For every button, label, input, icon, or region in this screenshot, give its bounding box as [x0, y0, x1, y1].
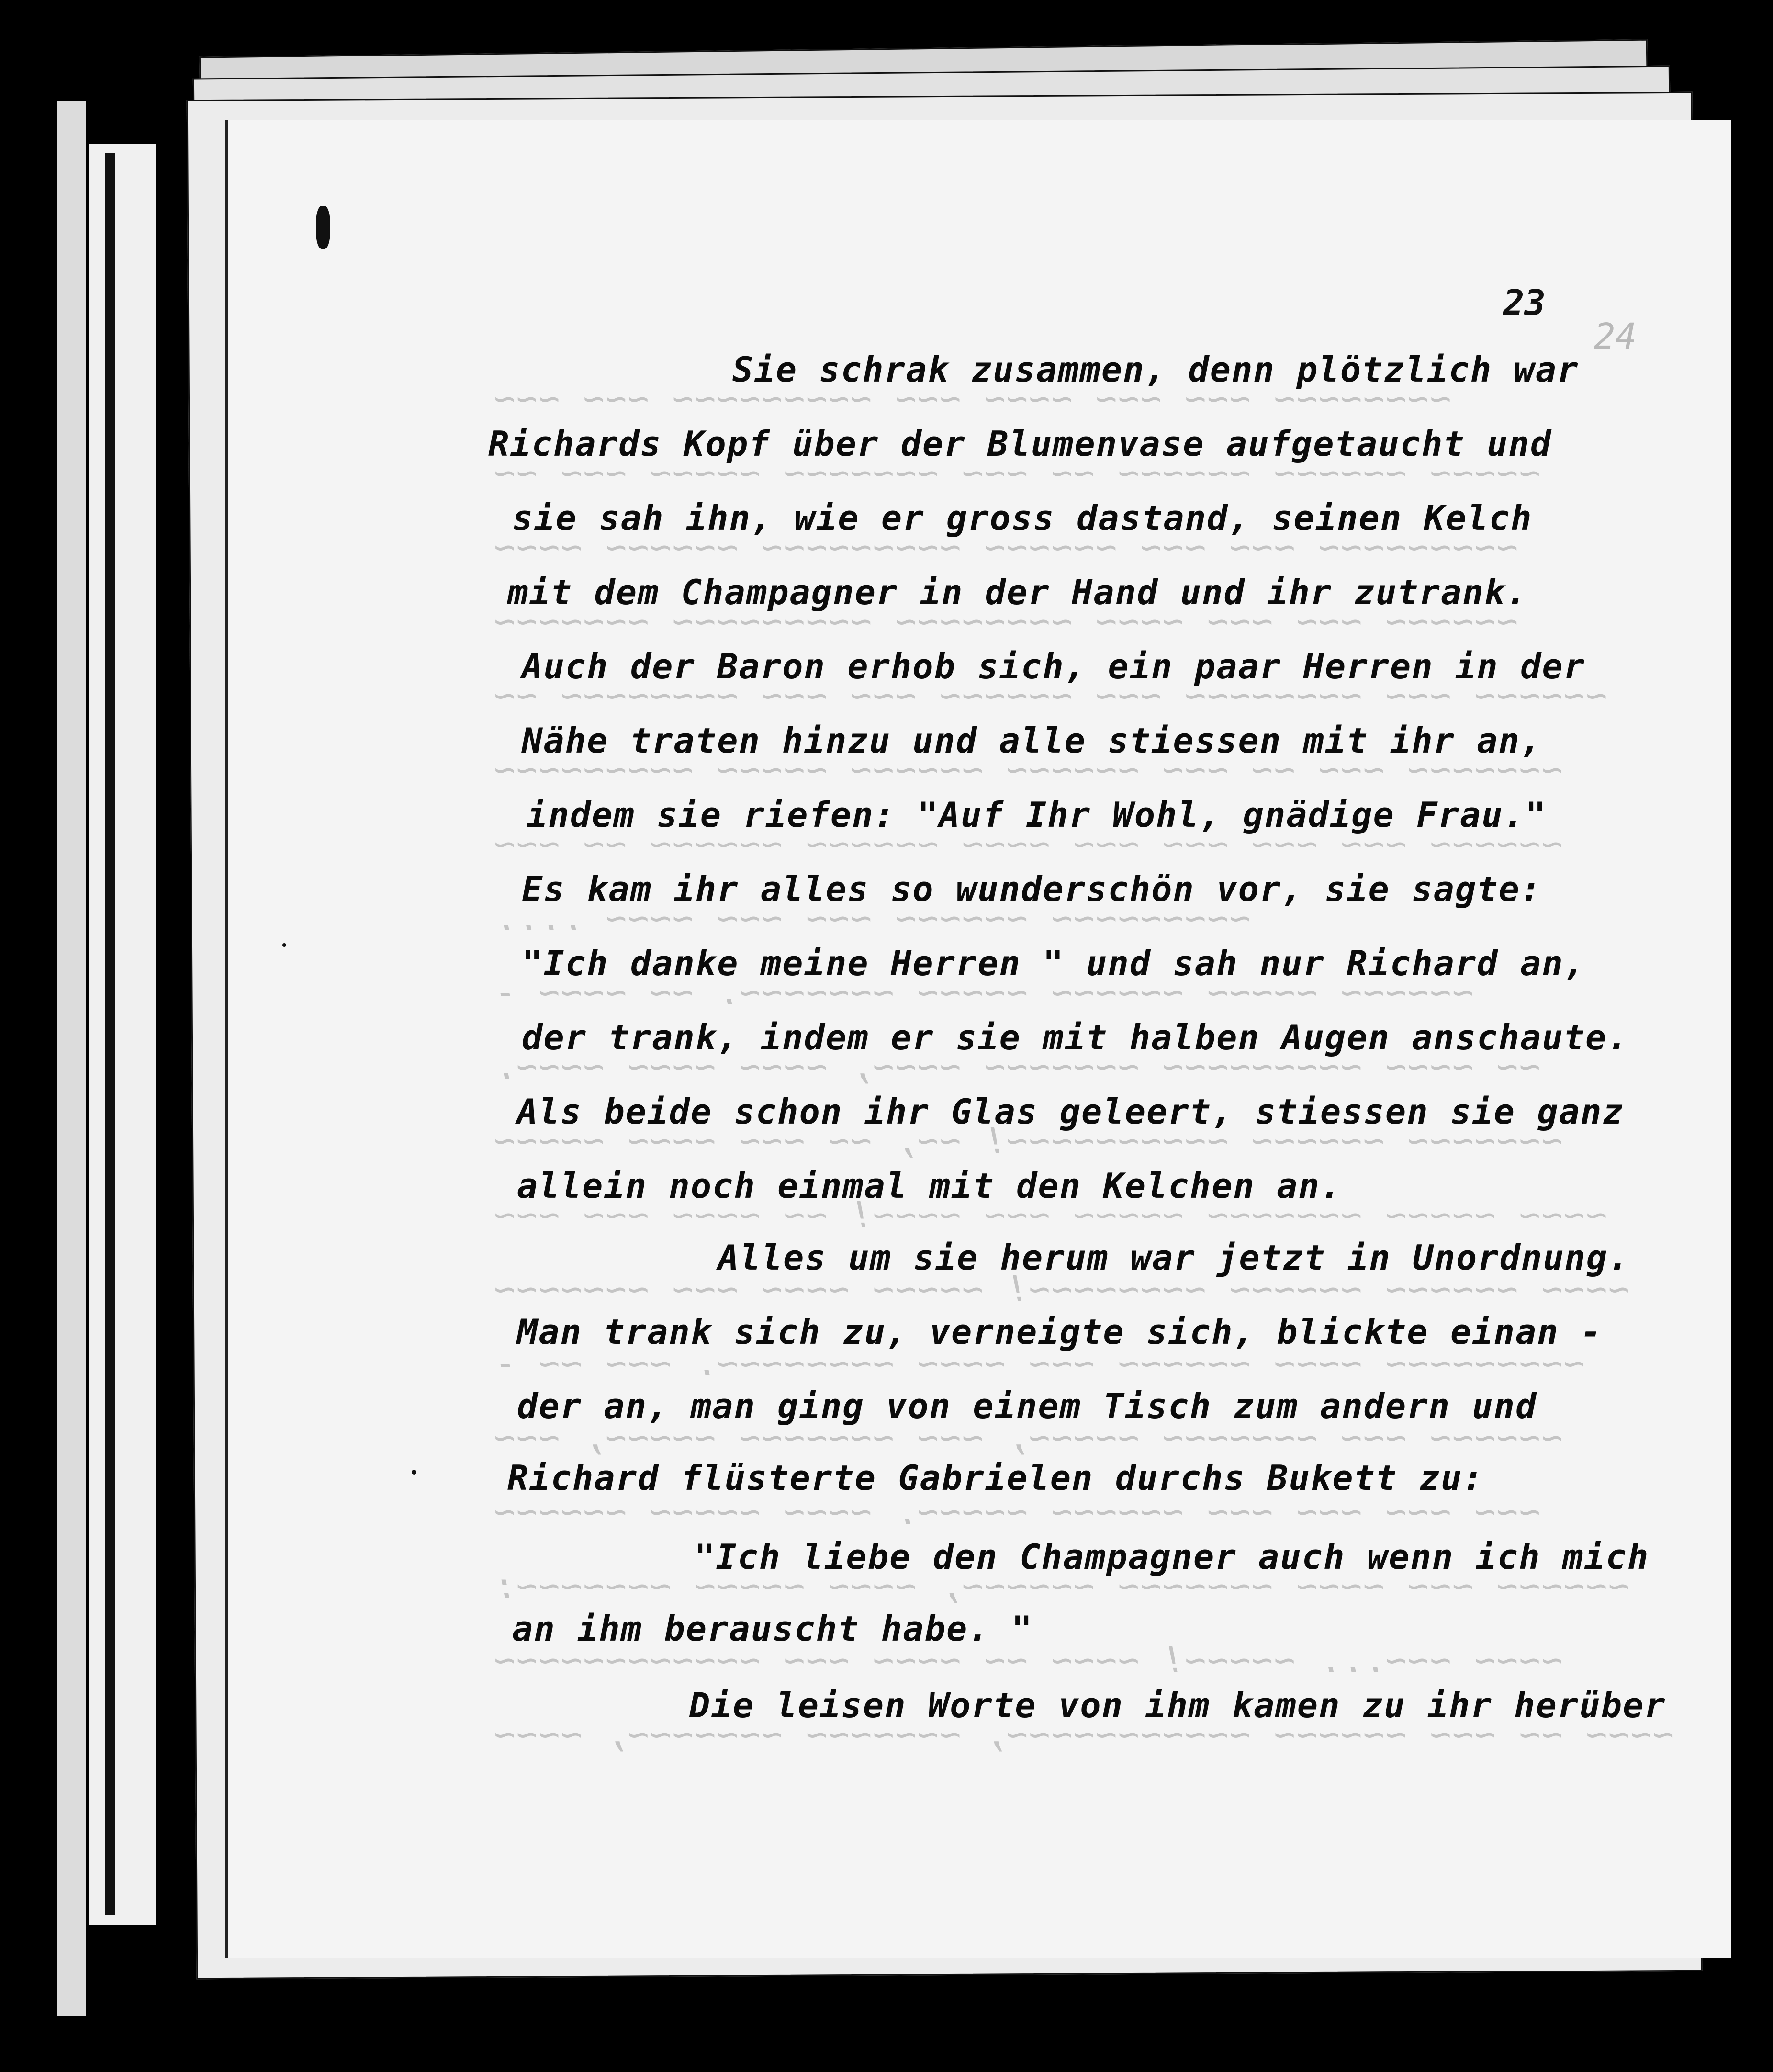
- text-line: Richards Kopf über der Blumenvase aufgetaucht und: [488, 424, 1552, 464]
- text-line: Sie schrak zusammen, denn plötzlich war: [732, 349, 1579, 390]
- text-line: allein noch einmal mit den Kelchen an.: [517, 1166, 1342, 1206]
- text-line: Als beide schon ihr Glas geleert, stiessen sie ganz: [517, 1092, 1624, 1132]
- bleed-through-page-number: 24: [1594, 316, 1637, 357]
- text-line: Auch der Baron erhob sich, ein paar Herren in der: [522, 646, 1586, 687]
- text-line: Es kam ihr alles so wunderschön vor, sie sagte:: [522, 869, 1542, 909]
- text-line: "Ich danke meine Herren " und sah nur Richard an,: [522, 943, 1586, 983]
- text-line: Nähe traten hinzu und alle stiessen mit ihr an,: [522, 721, 1542, 761]
- text-line: Die leisen Worte von ihm kamen zu ihr herüber: [689, 1685, 1666, 1725]
- text-line: sie sah ihn, wie er gross dastand, seinen Kelch: [512, 498, 1533, 538]
- text-line: "Ich liebe den Champagner auch wenn ich mich: [694, 1537, 1650, 1577]
- speck: [282, 943, 286, 947]
- bleed-through-layer: ~~~~~~~~ ~~~ ~~~ ~~~~ ~~~ ~~~~~~~~~ ~~~ ~~~ ~~~~~ ~~~~~~ ~~~~~~ ~~ ~~~ ~~~~~~~ ~~~~~ ~~~ ~~ ~~~~~~~~~ ~~~ ~~~ ~~~~~~ ~~~~~~~~~ ~~~~~~ ~~~~ ~~~~~~ ~~~ ~~~ ~~~~ ~~~~~~~~ ~~~~~~~~~ ~~~~~~~ ~~~~~~ ~~~ ~~~~~~~~ ~~~ ~~~~~~ ~~~ ~~~ ~~~~~~~~ ~~ ~~~~~~~ ~~~ ~~ ~~~ ~~~~~~ ~~~~~~ ~~~~~ ~~~~~~~~~ ~~~~~~ ~~~ ~~~ ~~~ ~~~ ~~~~ ~~~~~~ ~~~~~~ ~~ ~~~ ~~~~~~~~~ ~~~~~~ ~~~ ~~~ ~~~~ .... ~~~~~~ ~~~~~ ~~~~~~ ~~~~~ ~~~~~~~. ~~ ~~~~ - ~~ ~~~~ ~~~~~~~~~ ~~~~~~~ ~~~~, ~~~~ ~~~~ ~~~~. ~~~~~~~ ~~~~~~ ~~~~~~~~~~! ~~, ~~ ~~~ ~~~~ ~~~~~ ~~~~ ~~~~~ ~~~~~~~ ~~~~~ ~~~ ~~~~! ~~ ~~~~ ~~~ ~~~ ~~~~ ~~~~~~ ~~~~~~ ~~~~~~~~! ~~~~~ ~~~~ ~~~ ~~~~~~~ ~~~~~~~~~ ~~~~ ~~~~~~ ~~~ ~~~~ ~~~~~~~~. ~~~ ~~ - ~~~~~~ ~~~ ~~~~~~~ ~~~~~, ~~~ ~~~~~~~ ~~~~~, ~~~ ~~~ ~~~ ~~~ ~~~ ~~~~~~ ~~~~~. ~~~~ ~~~~~ ~~~~~~ ~~~~~~ ~~~ ~~~~ ~~~~~~~ ~~~~~~, ~~~~ ~~~~~ ~~~~~~~: ~~~~ ~~~... ~~~~~! ~~~~ ~~ ~~~~ ~~~ ~~~~~~~~~~~~ ~~~~ ~~ ~~~ ~~~~~~ ~~~~~~~~~~~, ~~~~~~~ ~~~~~~~, ~~~~: [493, 378, 1674, 1755]
- page-number: 23: [1503, 282, 1546, 324]
- text-line: indem sie riefen: "Auf Ihr Wohl, gnädige Frau.": [527, 795, 1547, 835]
- text-line: der trank, indem er sie mit halben Augen anschaute.: [522, 1017, 1629, 1058]
- text-line: Richard flüsterte Gabrielen durchs Bukett zu:: [507, 1458, 1484, 1498]
- text-line: mit dem Champagner in der Hand und ihr zutrank.: [507, 572, 1528, 612]
- text-line: an ihm berauscht habe. ": [512, 1609, 1033, 1649]
- text-line: Man trank sich zu, verneigte sich, blickte einan -: [517, 1312, 1603, 1352]
- text-line: der an, man ging von einem Tisch zum andern und: [517, 1386, 1537, 1426]
- speck: [412, 1470, 416, 1475]
- text-line: Alles um sie herum war jetzt in Unordnung.: [718, 1238, 1630, 1278]
- ink-blot: [316, 206, 330, 249]
